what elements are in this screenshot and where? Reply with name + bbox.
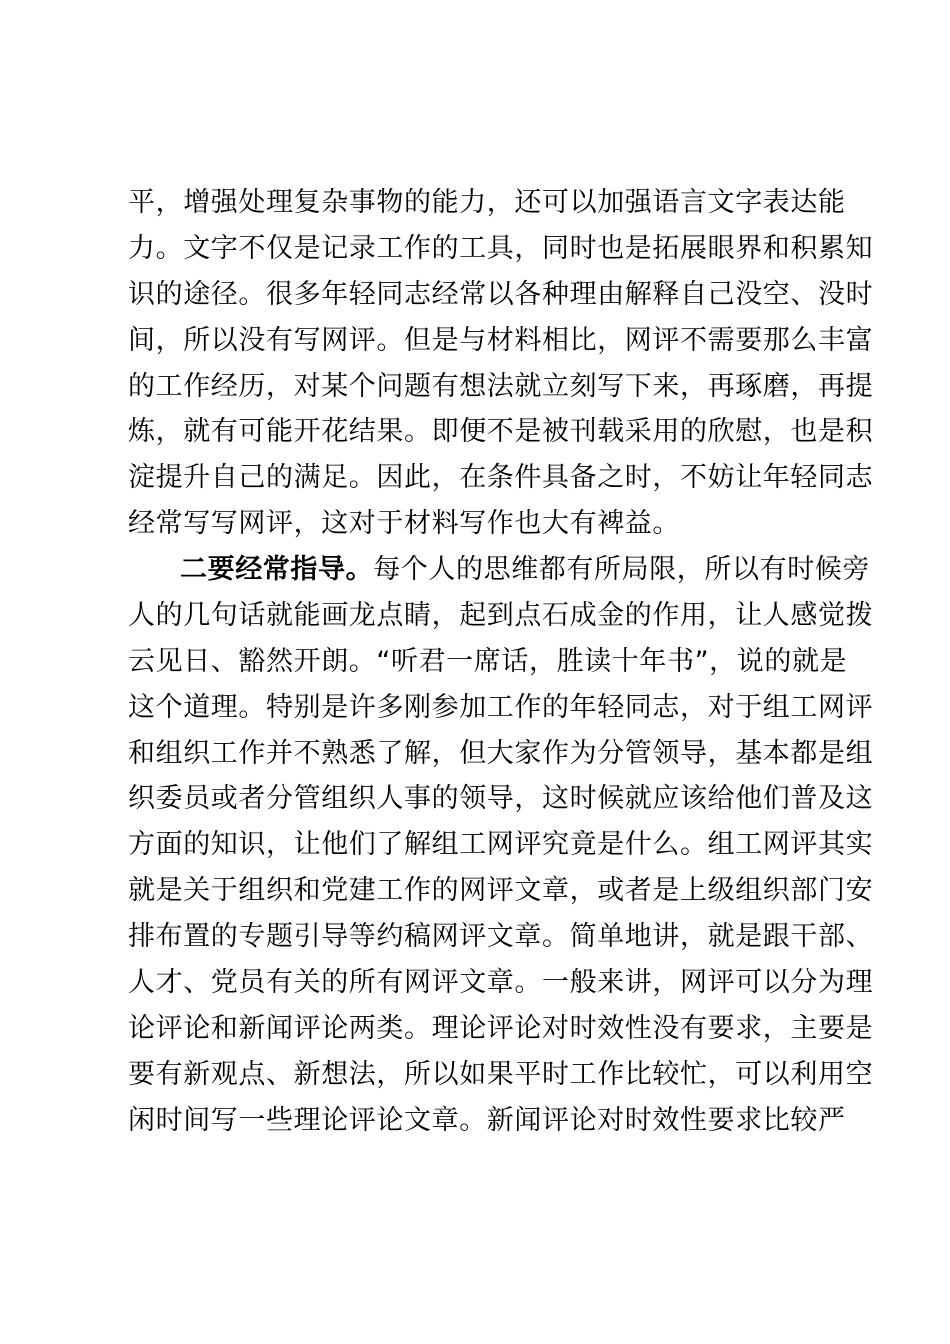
paragraph-line: 织委员或者分管组织人事的领导，这时候就应该给他们普及这 bbox=[128, 783, 874, 815]
paragraph-line: 淀提升自己的满足。因此，在条件具备之时，不妨让年轻同志 bbox=[128, 462, 874, 494]
paragraph-line: 经常写写网评，这对于材料写作也大有裨益。 bbox=[128, 508, 680, 540]
section-heading: 二要经常指导。 bbox=[180, 554, 374, 585]
paragraph-line: 力。文字不仅是记录工作的工具，同时也是拓展眼界和积累知 bbox=[128, 232, 874, 264]
paragraph-line: 论评论和新闻评论两类。理论评论对时效性没有要求，主要是 bbox=[128, 1012, 874, 1044]
paragraph-1 bbox=[128, 180, 874, 547]
paragraph-line: 这个道理。特别是许多刚参加工作的年轻同志，对于组工网评 bbox=[128, 691, 874, 723]
paragraph-line: 方面的知识，让他们了解组工网评究竟是什么。组工网评其实 bbox=[128, 829, 874, 861]
paragraph-line: 人才、党员有关的所有网评文章。一般来讲，网评可以分为理 bbox=[128, 967, 874, 999]
paragraph-line: 云见日、豁然开朗。“听君一席话，胜读十年书”，说的就是 bbox=[128, 645, 848, 677]
paragraph-line: 闲时间写一些理论评论文章。新闻评论对时效性要求比较严 bbox=[128, 1104, 846, 1136]
paragraph-line: 排布置的专题引导等约稿网评文章。简单地讲，就是跟干部、 bbox=[128, 921, 874, 953]
paragraph-2 bbox=[128, 547, 874, 1144]
paragraph-line: 平，增强处理复杂事物的能力，还可以加强语言文字表达能 bbox=[128, 187, 846, 218]
paragraph-line: 间，所以没有写网评。但是与材料相比，网评不需要那么丰富 bbox=[128, 324, 874, 356]
paragraph-line: 识的途径。很多年轻同志经常以各种理由解释自己没空、没时 bbox=[128, 278, 874, 310]
paragraph-line-text: 每个人的思维都有所局限，所以有时候旁 bbox=[373, 554, 871, 585]
paragraph-line: 的工作经历，对某个问题有想法就立刻写下来，再琢磨，再提 bbox=[128, 370, 874, 402]
paragraph-line: 人的几句话就能画龙点睛，起到点石成金的作用，让人感觉拨 bbox=[128, 599, 874, 631]
paragraph-line: 就是关于组织和党建工作的网评文章，或者是上级组织部门安 bbox=[128, 875, 874, 907]
paragraph-line: 要有新观点、新想法，所以如果平时工作比较忙，可以利用空 bbox=[128, 1058, 874, 1090]
paragraph-line: 炼，就有可能开花结果。即便不是被刊载采用的欣慰，也是积 bbox=[128, 416, 874, 448]
paragraph-line: 和组织工作并不熟悉了解，但大家作为分管领导，基本都是组 bbox=[128, 737, 874, 769]
paragraph-first-line bbox=[128, 547, 871, 593]
